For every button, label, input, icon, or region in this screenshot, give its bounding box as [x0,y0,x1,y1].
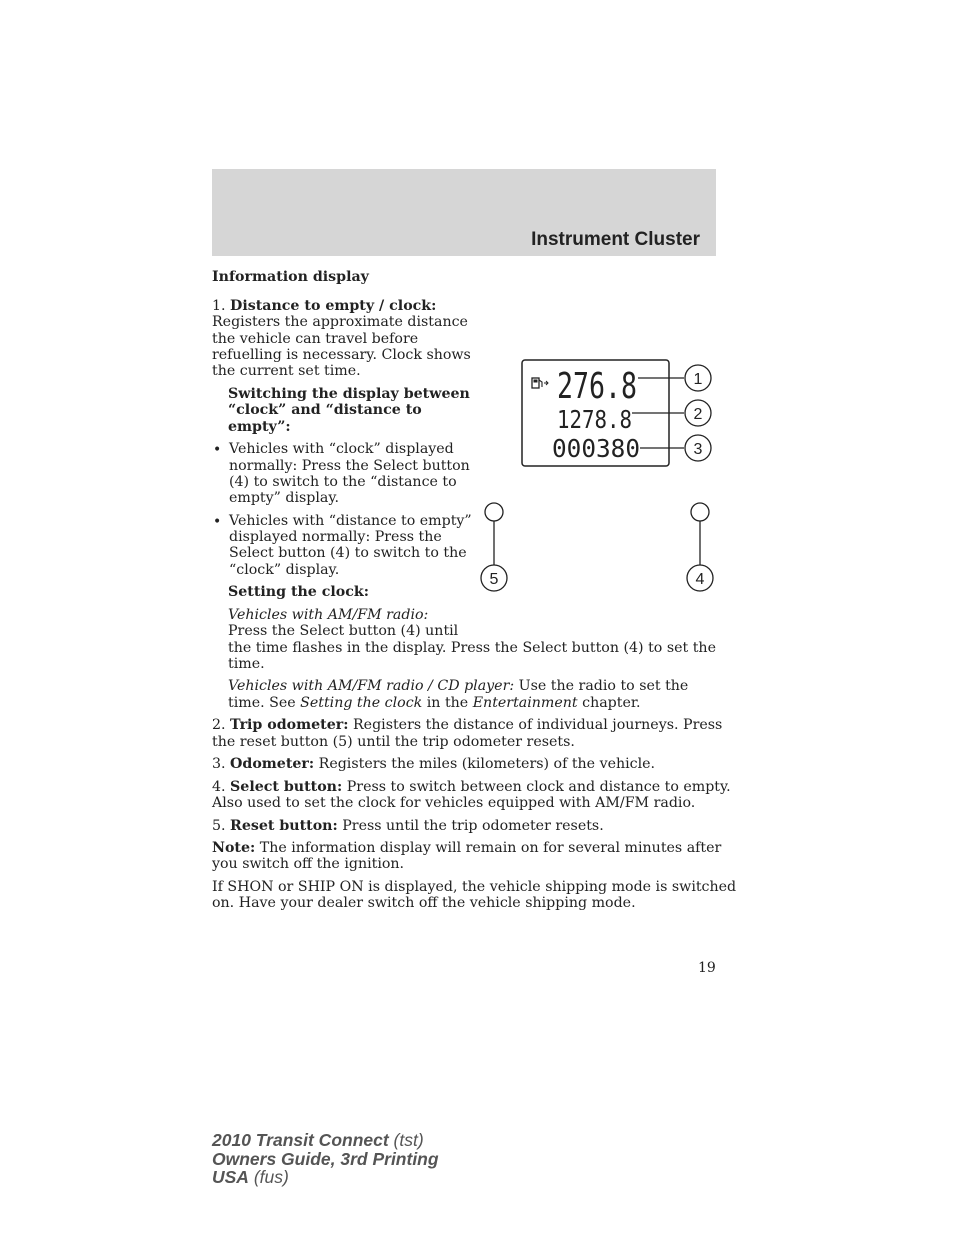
cd-label: Vehicles with AM/FM radio / CD player: [228,678,515,694]
shipping-line2: on. Have your dealer switch off the vehicle shipping mode. [212,895,636,911]
cd-text: in the [422,695,473,711]
callout-label-3: 3 [693,441,703,458]
cd-line1 [228,678,688,695]
item4-label: Select button: [230,779,343,795]
bullet1-line: normally: Press the Select button [229,458,470,474]
bullet1-line: (4) to switch to the “distance to [229,474,457,490]
callout-label-1: 1 [693,371,703,388]
cd-text: Use the radio to set the [514,678,689,694]
note-label: Note: [212,840,256,856]
item2-num: 2. [212,717,231,733]
footer-market-code: (fus) [248,1167,289,1187]
section-header-title: Instrument Cluster [531,229,700,250]
footer [212,1131,439,1187]
item1-line: the vehicle can travel before [212,331,419,347]
bullet2-line: “clock” display. [229,562,340,578]
item2-text: Registers the distance of individual journeys. Press [348,717,723,733]
item2-line1 [212,717,722,734]
item1-line: Registers the approximate distance [212,314,468,330]
switching-heading-line: empty”: [228,419,291,435]
amfm-line: Press the Select button (4) until [228,623,459,639]
footer-market: USA [212,1167,249,1187]
bullet-marker: • [213,514,222,530]
note-text: The information display will remain on for several minutes after [255,840,722,856]
bullet2-line: Vehicles with “distance to empty” [229,513,472,529]
reset-button-graphic [485,503,503,521]
callout-label-2: 2 [693,406,703,423]
footer-line3 [212,1168,439,1187]
item1-line: refuelling is necessary. Clock shows [212,347,471,363]
footer-line2: Owners Guide, 3rd Printing [212,1148,439,1169]
footer-model: 2010 Transit Connect [212,1130,389,1150]
item5-label: Reset button: [230,818,338,834]
item3-text: Registers the miles (kilometers) of the vehicle. [314,756,656,772]
cd-ref-setting-clock: Setting the clock [300,695,423,711]
switching-heading-line: “clock” and “distance to [228,402,422,418]
section-title: Information display [212,269,369,285]
information-display-figure [478,356,718,596]
bullet-marker: • [213,442,222,458]
item1-num: 1. [212,298,231,314]
callout-label-5: 5 [489,571,499,588]
item4-line2: Also used to set the clock for vehicles equipped with AM/FM radio. [212,795,696,811]
callout-label-4: 4 [695,571,705,588]
note-line2: you switch off the ignition. [212,856,405,872]
display-trip-odometer: 1278.8 [557,405,632,434]
item3-line [212,756,655,773]
item5-text: Press until the trip odometer resets. [337,818,604,834]
page-number: 19 [698,960,716,976]
display-distance-to-empty: 276.8 [557,366,637,407]
item1-line: the current set time. [212,363,361,379]
cd-text: chapter. [577,695,641,711]
item4-num: 4. [212,779,231,795]
footer-code: (tst) [388,1130,424,1150]
cd-text: time. See [228,695,301,711]
bullet1-line: Vehicles with “clock” displayed [229,441,454,457]
display-odometer: 000380 [552,434,640,463]
setting-heading: Setting the clock: [228,584,369,600]
item5-line [212,818,604,835]
item3-num: 3. [212,756,231,772]
amfm-label: Vehicles with AM/FM radio: [228,607,429,623]
item4-text: Press to switch between clock and distance to empty. [342,779,731,795]
cd-line2 [228,695,641,712]
note-line1 [212,840,721,857]
bullet2-line: displayed normally: Press the [229,529,442,545]
bullet2-line: Select button (4) to switch to the [229,545,467,561]
cd-ref-entertainment: Entertainment [472,695,578,711]
item5-num: 5. [212,818,231,834]
amfm-line: the time flashes in the display. Press the Select button (4) to set the [228,640,716,656]
select-button-graphic [691,503,709,521]
item1-label: Distance to empty / clock: [230,298,437,314]
item2-line2: the reset button (5) until the trip odometer resets. [212,734,575,750]
item4-line1 [212,779,731,796]
item2-label: Trip odometer: [230,717,349,733]
item3-label: Odometer: [230,756,315,772]
shipping-line1: If SHON or SHIP ON is displayed, the vehicle shipping mode is switched [212,879,737,895]
header-band [212,169,716,256]
footer-line1 [212,1131,439,1150]
switching-heading-line: Switching the display between [228,386,470,402]
bullet1-line: empty” display. [229,490,340,506]
amfm-line: time. [228,656,265,672]
item1-heading [212,298,436,315]
